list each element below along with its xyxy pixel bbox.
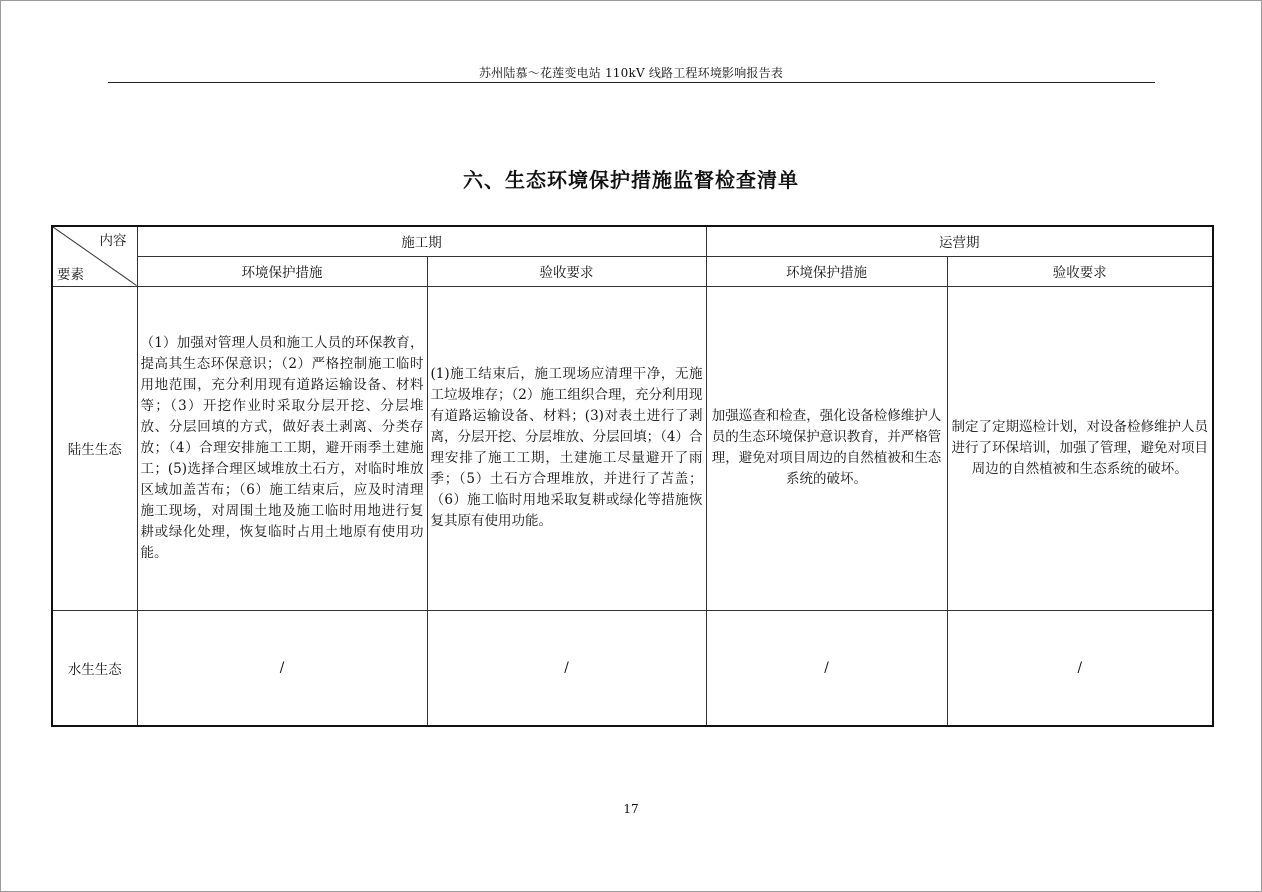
corner-label-element: 要素 — [57, 266, 84, 283]
table-row — [52, 610, 1213, 726]
header-row-columns — [52, 256, 1213, 286]
construction-acceptance-cell — [427, 286, 706, 610]
col-construction-acceptance-header: 验收要求 — [427, 256, 706, 286]
corner-header-cell — [52, 226, 137, 286]
operation-acceptance-text: 制定了定期巡检计划，对设备检修维护人员进行了环保培训，加强了管理，避免对项目周边的自然植被和生态系统的破坏。 — [951, 418, 1208, 477]
table-row — [52, 286, 1213, 610]
corner-label-content: 内容 — [99, 233, 127, 249]
operation-acceptance-cell — [947, 286, 1213, 610]
col-operation-acceptance-header: 验收要求 — [947, 256, 1213, 286]
construction-measures-cell: / — [137, 610, 427, 726]
operation-measures-cell — [706, 286, 947, 610]
row-element-cell: 水生生态 — [52, 610, 137, 726]
page-number: 17 — [623, 802, 639, 816]
construction-acceptance-cell: / — [427, 610, 706, 726]
construction-acceptance-text: (1)施工结束后，施工现场应清理干净，无施工垃圾堆存；（2）施工组织合理，充分利用现有道路运输设备、材料；(3)对表土进行了剥离，分层开挖、分层堆放、分层回填；（4）合理安排了施工工期，土建施工尽量避开了雨季；（5）土石方合理堆放，并进行了苫盖；（6）施工临时用地采取复耕或绿化等措施恢复其原有使用功能。 — [430, 366, 703, 529]
phase-operation-header: 运营期 — [706, 226, 1213, 256]
header-rule — [108, 82, 1155, 83]
col-operation-measures-header: 环境保护措施 — [706, 256, 947, 286]
col-construction-measures-header: 环境保护措施 — [137, 256, 427, 286]
section-title: 六、生态环境保护措施监督检查清单 — [463, 168, 799, 192]
operation-measures-cell: / — [706, 610, 947, 726]
header-row-phase — [52, 226, 1213, 256]
supervision-checklist-table — [51, 225, 1214, 727]
running-header: 苏州陆慕～花莲变电站 110kV 线路工程环境影响报告表 — [478, 66, 784, 80]
operation-measures-text: 加强巡查和检查，强化设备检修维护人员的生态环境保护意识教育，并严格管理，避免对项目周边的自然植被和生态系统的破坏。 — [711, 408, 942, 487]
phase-construction-header: 施工期 — [137, 226, 706, 256]
operation-acceptance-cell: / — [947, 610, 1213, 726]
construction-measures-cell — [137, 286, 427, 610]
row-element-cell: 陆生生态 — [52, 286, 137, 610]
construction-measures-text: （1）加强对管理人员和施工人员的环保教育，提高其生态环保意识；（2）严格控制施工临时用地范围，充分利用现有道路运输设备、材料等；（3）开挖作业时采取分层开挖、分层堆放、分层回填的方式，做好表土剥离、分类存放；（4）合理安排施工工期，避开雨季土建施工；(5)选择合理区域堆放土石方，对临时堆放区域加盖苫布；（6）施工结束后，应及时清理施工现场，对周围土地及施工临时用地进行复耕或绿化处理，恢复临时占用土地原有使用功能。 — [140, 334, 424, 561]
